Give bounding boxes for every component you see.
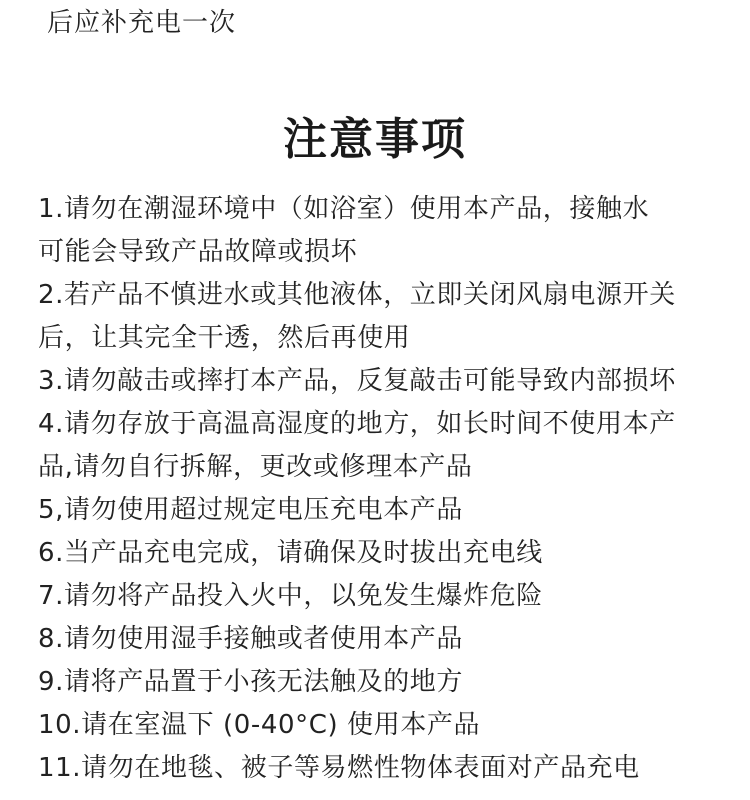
list-item: 品,请勿自行拆解，更改或修理本产品 bbox=[38, 452, 473, 482]
list-item: 6.当产品充电完成，请确保及时拔出充电线 bbox=[38, 538, 543, 568]
list-item: 8.请勿使用湿手接触或者使用本产品 bbox=[38, 624, 464, 654]
list-item: 可能会导致产品故障或损坏 bbox=[38, 237, 358, 267]
list-item: 10.请在室温下 (0-40°C) 使用本产品 bbox=[38, 710, 481, 740]
list-item: 11.请勿在地毯、被子等易燃性物体表面对产品充电 bbox=[38, 753, 640, 783]
list-item: 9.请将产品置于小孩无法触及的地方 bbox=[38, 667, 464, 697]
list-item: 7.请勿将产品投入火中，以免发生爆炸危险 bbox=[38, 581, 543, 611]
list-item: 2.若产品不慎进水或其他液体，立即关闭风扇电源开关 bbox=[38, 280, 676, 310]
list-item: 后，让其完全干透，然后再使用 bbox=[38, 323, 411, 353]
list-item: 3.请勿敲击或摔打本产品，反复敲击可能导致内部损坏 bbox=[38, 366, 676, 396]
continuation-text: 后应补充电一次 bbox=[47, 8, 237, 38]
page-title: 注意事项 bbox=[283, 114, 467, 165]
list-item: 4.请勿存放于高温高湿度的地方，如长时间不使用本产 bbox=[38, 409, 676, 439]
list-item: 1.请勿在潮湿环境中（如浴室）使用本产品，接触水 bbox=[38, 194, 650, 224]
list-item: 5,请勿使用超过规定电压充电本产品 bbox=[38, 495, 464, 525]
precautions-list bbox=[38, 188, 728, 790]
